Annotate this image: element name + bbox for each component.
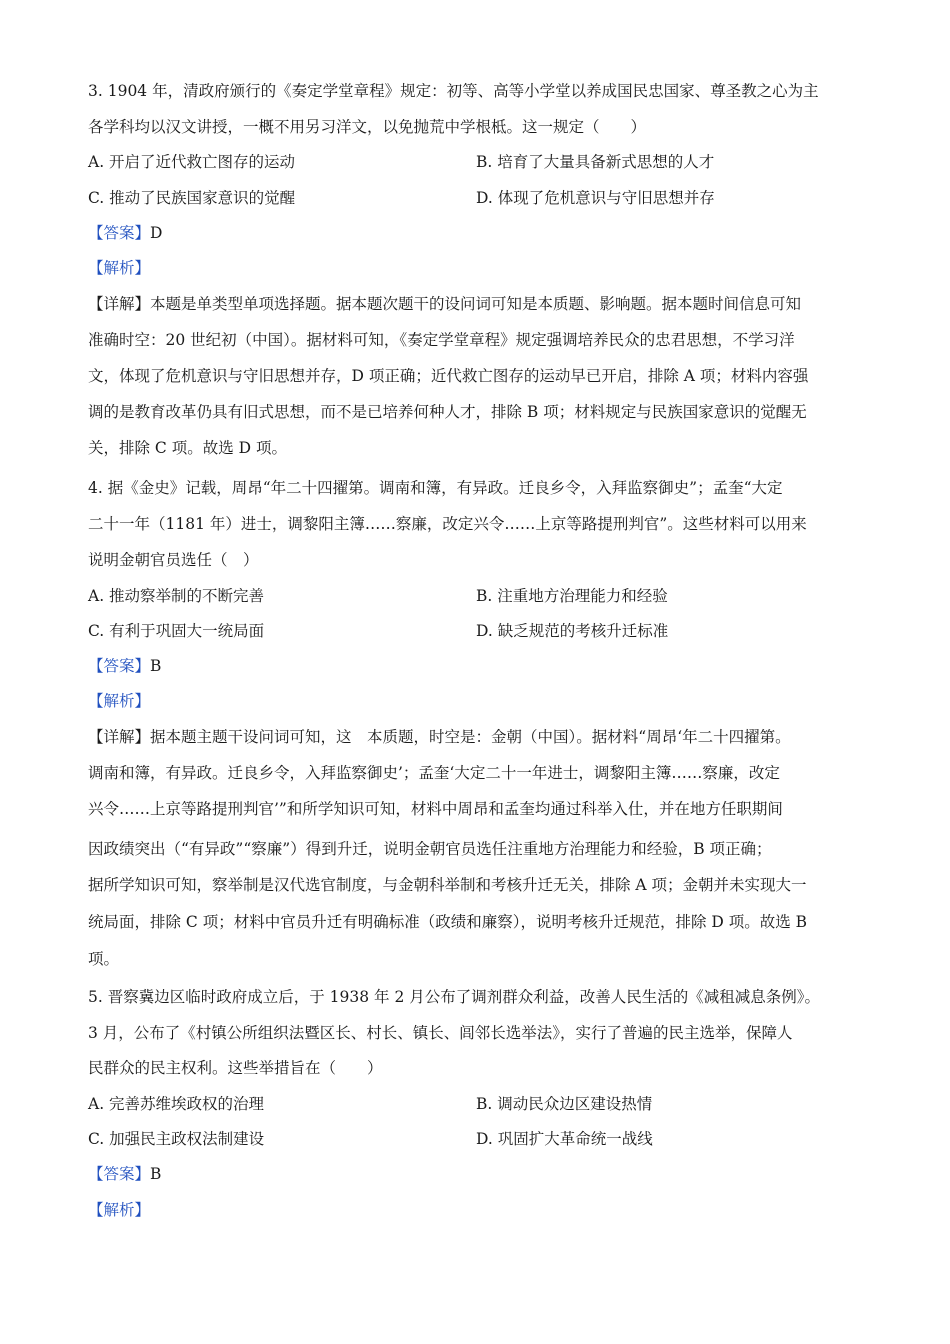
q5-stem-line-3: 民群众的民主权利。这些举措旨在（ ） bbox=[88, 1059, 383, 1077]
q4-detail-text-1: 据本题主题干设问词可知，这 本质题，时空是：金朝（中国）。据材料“周昂‘年二十四擢第。 bbox=[150, 728, 791, 746]
q5-option-b: B. 调动民众边区建设热情 bbox=[476, 1095, 653, 1113]
q4-answer-line bbox=[88, 655, 161, 677]
q3-detail-text-1: 本题是单类型单项选择题。据本题次题干的设问词可知是本质题、影响题。据本题时间信息可知 bbox=[150, 295, 802, 313]
q5-analysis-label: 【解析】 bbox=[88, 1201, 151, 1219]
q3-detail-line-2: 准确时空：20 世纪初（中国）。据材料可知，《奏定学堂章程》规定强调培养民众的忠君思想，不学习洋 bbox=[88, 331, 795, 349]
q3-option-b: B. 培育了大量具备新式思想的人才 bbox=[476, 153, 715, 171]
q4-answer-tag: 【答案】 bbox=[88, 657, 151, 675]
q3-answer-tag: 【答案】 bbox=[88, 224, 151, 242]
q3-detail-line-4: 调的是教育改革仍具有旧式思想，而不是已培养何种人才，排除 B 项；材料规定与民族国家意识的觉醒无 bbox=[88, 403, 807, 421]
q3-option-d: D. 体现了危机意识与守旧思想并存 bbox=[476, 189, 715, 207]
q4-option-a: A. 推动察举制的不断完善 bbox=[88, 587, 265, 605]
q5-answer-value: B bbox=[150, 1165, 162, 1183]
q3-analysis-label: 【解析】 bbox=[88, 259, 151, 277]
q3-detail-tag: 【详解】 bbox=[88, 295, 151, 313]
q5-answer-tag: 【答案】 bbox=[88, 1165, 151, 1183]
q4-detail-line-2: 调南和簿，有异政。迁良乡令，入拜监察御史’；孟奎‘大定二十一年进士，调黎阳主簿……察廉，改定 bbox=[88, 764, 780, 782]
q3-analysis-tag bbox=[88, 257, 150, 279]
q4-stem-line-3: 说明金朝官员选任（ ） bbox=[88, 551, 259, 569]
q4-option-d: D. 缺乏规范的考核升迁标准 bbox=[476, 622, 669, 640]
q3-detail-line-1 bbox=[88, 293, 801, 315]
q5-stem-line-2: 3 月，公布了《村镇公所组织法暨区长、村长、镇长、闾邻长选举法》，实行了普遍的民主选举，保障人 bbox=[88, 1024, 793, 1042]
q5-stem-line-1: 5. 晋察冀边区临时政府成立后，于 1938 年 2 月公布了调剂群众利益，改善人民生活的《减租减息条例》。 bbox=[88, 988, 820, 1006]
q4-answer-value: B bbox=[150, 657, 162, 675]
q4-detail-line-6: 统局面，排除 C 项；材料中官员升迁有明确标准（政绩和廉察），说明考核升迁规范，排除 D 项。故选 B bbox=[88, 913, 808, 931]
q4-detail-line-4: 因政绩突出（“有异政”“察廉”）得到升迁，说明金朝官员选任注重地方治理能力和经验，B 项正确； bbox=[88, 840, 772, 858]
q4-detail-line-1 bbox=[88, 726, 791, 748]
q4-stem-line-1: 4. 据《金史》记载，周昂“年二十四擢第。调南和簿，有异政。迁良乡令，入拜监察御史”；孟奎“大定 bbox=[88, 479, 783, 497]
q3-stem-line-2: 各学科均以汉文讲授，一概不用另习洋文，以免抛荒中学根柢。这一规定（ ） bbox=[88, 118, 647, 136]
q3-answer-value: D bbox=[150, 224, 163, 242]
q4-option-b: B. 注重地方治理能力和经验 bbox=[476, 587, 668, 605]
q5-analysis-tag bbox=[88, 1199, 150, 1221]
q3-detail-line-3: 文，体现了危机意识与守旧思想并存，D 项正确；近代救亡图存的运动早已开启，排除 A 项；材料内容强 bbox=[88, 367, 809, 385]
q3-detail-line-5: 关，排除 C 项。故选 D 项。 bbox=[88, 439, 287, 457]
q4-detail-line-5: 据所学知识可知，察举制是汉代选官制度，与金朝科举制和考核升迁无关，排除 A 项；金朝并未实现大一 bbox=[88, 876, 807, 894]
q3-option-a: A. 开启了近代救亡图存的运动 bbox=[88, 153, 296, 171]
q4-analysis-tag bbox=[88, 690, 150, 712]
q5-answer-line bbox=[88, 1163, 161, 1185]
q5-option-d: D. 巩固扩大革命统一战线 bbox=[476, 1130, 653, 1148]
q4-stem-line-2: 二十一年（1181 年）进士，调黎阳主簿……察廉，改定兴令……上京等路提刑判官”。这些材料可以用来 bbox=[88, 515, 807, 533]
q4-option-c: C. 有利于巩固大一统局面 bbox=[88, 622, 265, 640]
q4-detail-tag: 【详解】 bbox=[88, 728, 151, 746]
q3-option-c: C. 推动了民族国家意识的觉醒 bbox=[88, 189, 296, 207]
q5-option-c: C. 加强民主政权法制建设 bbox=[88, 1130, 265, 1148]
q3-answer-line bbox=[88, 222, 162, 244]
q4-analysis-label: 【解析】 bbox=[88, 692, 151, 710]
q5-option-a: A. 完善苏维埃政权的治理 bbox=[88, 1095, 265, 1113]
q4-detail-line-7: 项。 bbox=[88, 950, 120, 968]
q4-detail-line-3: 兴令……上京等路提刑判官’”和所学知识可知，材料中周昂和孟奎均通过科举入仕，并在地方任职期间 bbox=[88, 800, 783, 818]
q3-stem-line-1: 3. 1904 年，清政府颁行的《奏定学堂章程》规定：初等、高等小学堂以养成国民忠国家、尊圣教之心为主 bbox=[88, 82, 819, 100]
